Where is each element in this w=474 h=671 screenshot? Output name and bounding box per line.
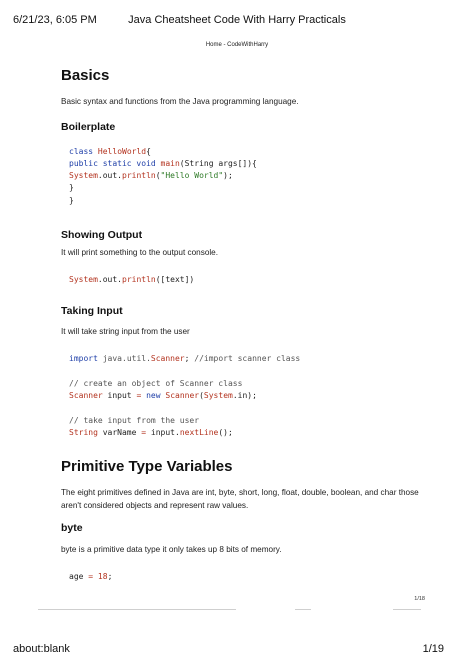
code-line: } xyxy=(69,183,74,193)
code-line: import java.util.Scanner; //import scanner class xyxy=(69,354,301,364)
byte-heading: byte xyxy=(61,522,83,535)
code-line xyxy=(69,366,433,378)
method-name: nextLine xyxy=(179,428,219,438)
class-name: System xyxy=(69,171,98,181)
print-title: Java Cheatsheet Code With Harry Practicals xyxy=(128,14,346,26)
keyword: class xyxy=(69,146,94,156)
footer-divider xyxy=(38,609,236,610)
byte-description: byte is a primitive data type it only takes up 8 bits of memory. xyxy=(61,545,282,555)
class-name: System xyxy=(69,275,98,285)
code-line: Scanner input = new Scanner(System.in); xyxy=(69,391,257,401)
method-name: println xyxy=(122,275,156,285)
number-literal: 18 xyxy=(97,571,108,581)
basics-description: Basic syntax and functions from the Java programming language. xyxy=(61,97,299,106)
class-name: Scanner xyxy=(165,391,200,401)
operator: = xyxy=(141,428,147,438)
basics-heading: Basics xyxy=(61,67,110,84)
code-line: System.out.println("Hello World"); xyxy=(69,171,233,181)
code-line: String varName = input.nextLine(); xyxy=(69,428,233,438)
breadcrumb[interactable]: Home - CodeWithHarry xyxy=(205,42,269,48)
class-name: Scanner xyxy=(150,354,185,364)
print-url: about:blank xyxy=(13,643,70,655)
keyword: public static void xyxy=(69,158,156,168)
main-content xyxy=(61,62,433,583)
byte-code: age = 18; xyxy=(69,571,113,581)
class-name: System xyxy=(203,391,233,401)
code-comment: //import scanner class xyxy=(194,354,301,364)
code-line: class HelloWorld{ xyxy=(69,146,151,156)
method-name: println xyxy=(122,171,156,181)
showing-output-code: System.out.println([text]) xyxy=(69,275,195,285)
primitive-types-heading: Primitive Type Variables xyxy=(61,458,233,476)
keyword: import xyxy=(69,354,98,364)
boilerplate-code xyxy=(61,146,433,207)
code-line: public static void main(String args[]){ xyxy=(69,158,257,168)
class-name: Scanner xyxy=(69,391,103,401)
operator: = xyxy=(88,571,94,581)
code-comment: // create an object of Scanner class xyxy=(69,378,243,388)
footer-divider xyxy=(295,609,311,610)
string-literal: "Hello World" xyxy=(160,171,224,181)
code-line: } xyxy=(69,195,74,205)
code-line xyxy=(69,402,433,414)
print-datetime: 6/21/23, 6:05 PM xyxy=(13,14,97,26)
primitive-types-description: The eight primitives defined in Java are int, byte, short, long, float, double, boolean, and char those aren't considered objects and represent raw values. xyxy=(61,488,419,510)
boilerplate-heading: Boilerplate xyxy=(61,120,116,133)
taking-input-heading: Taking Input xyxy=(61,304,123,317)
code-line xyxy=(69,415,433,427)
package-name: java.util. xyxy=(102,354,151,364)
class-name: String xyxy=(69,428,98,438)
method-name: main xyxy=(160,158,180,168)
page-number: 1/18 xyxy=(414,596,425,602)
keyword: new xyxy=(146,391,161,401)
footer-divider xyxy=(393,609,421,610)
taking-input-description: It will take string input from the user xyxy=(61,326,190,336)
code-line xyxy=(69,378,433,390)
operator: = xyxy=(136,391,142,401)
print-page-count: 1/19 xyxy=(422,643,444,655)
showing-output-description: It will print something to the output console. xyxy=(61,247,219,257)
showing-output-heading: Showing Output xyxy=(61,228,143,241)
class-name: HelloWorld xyxy=(97,146,147,156)
code-comment: // take input from the user xyxy=(69,415,200,425)
taking-input-code xyxy=(61,353,433,439)
